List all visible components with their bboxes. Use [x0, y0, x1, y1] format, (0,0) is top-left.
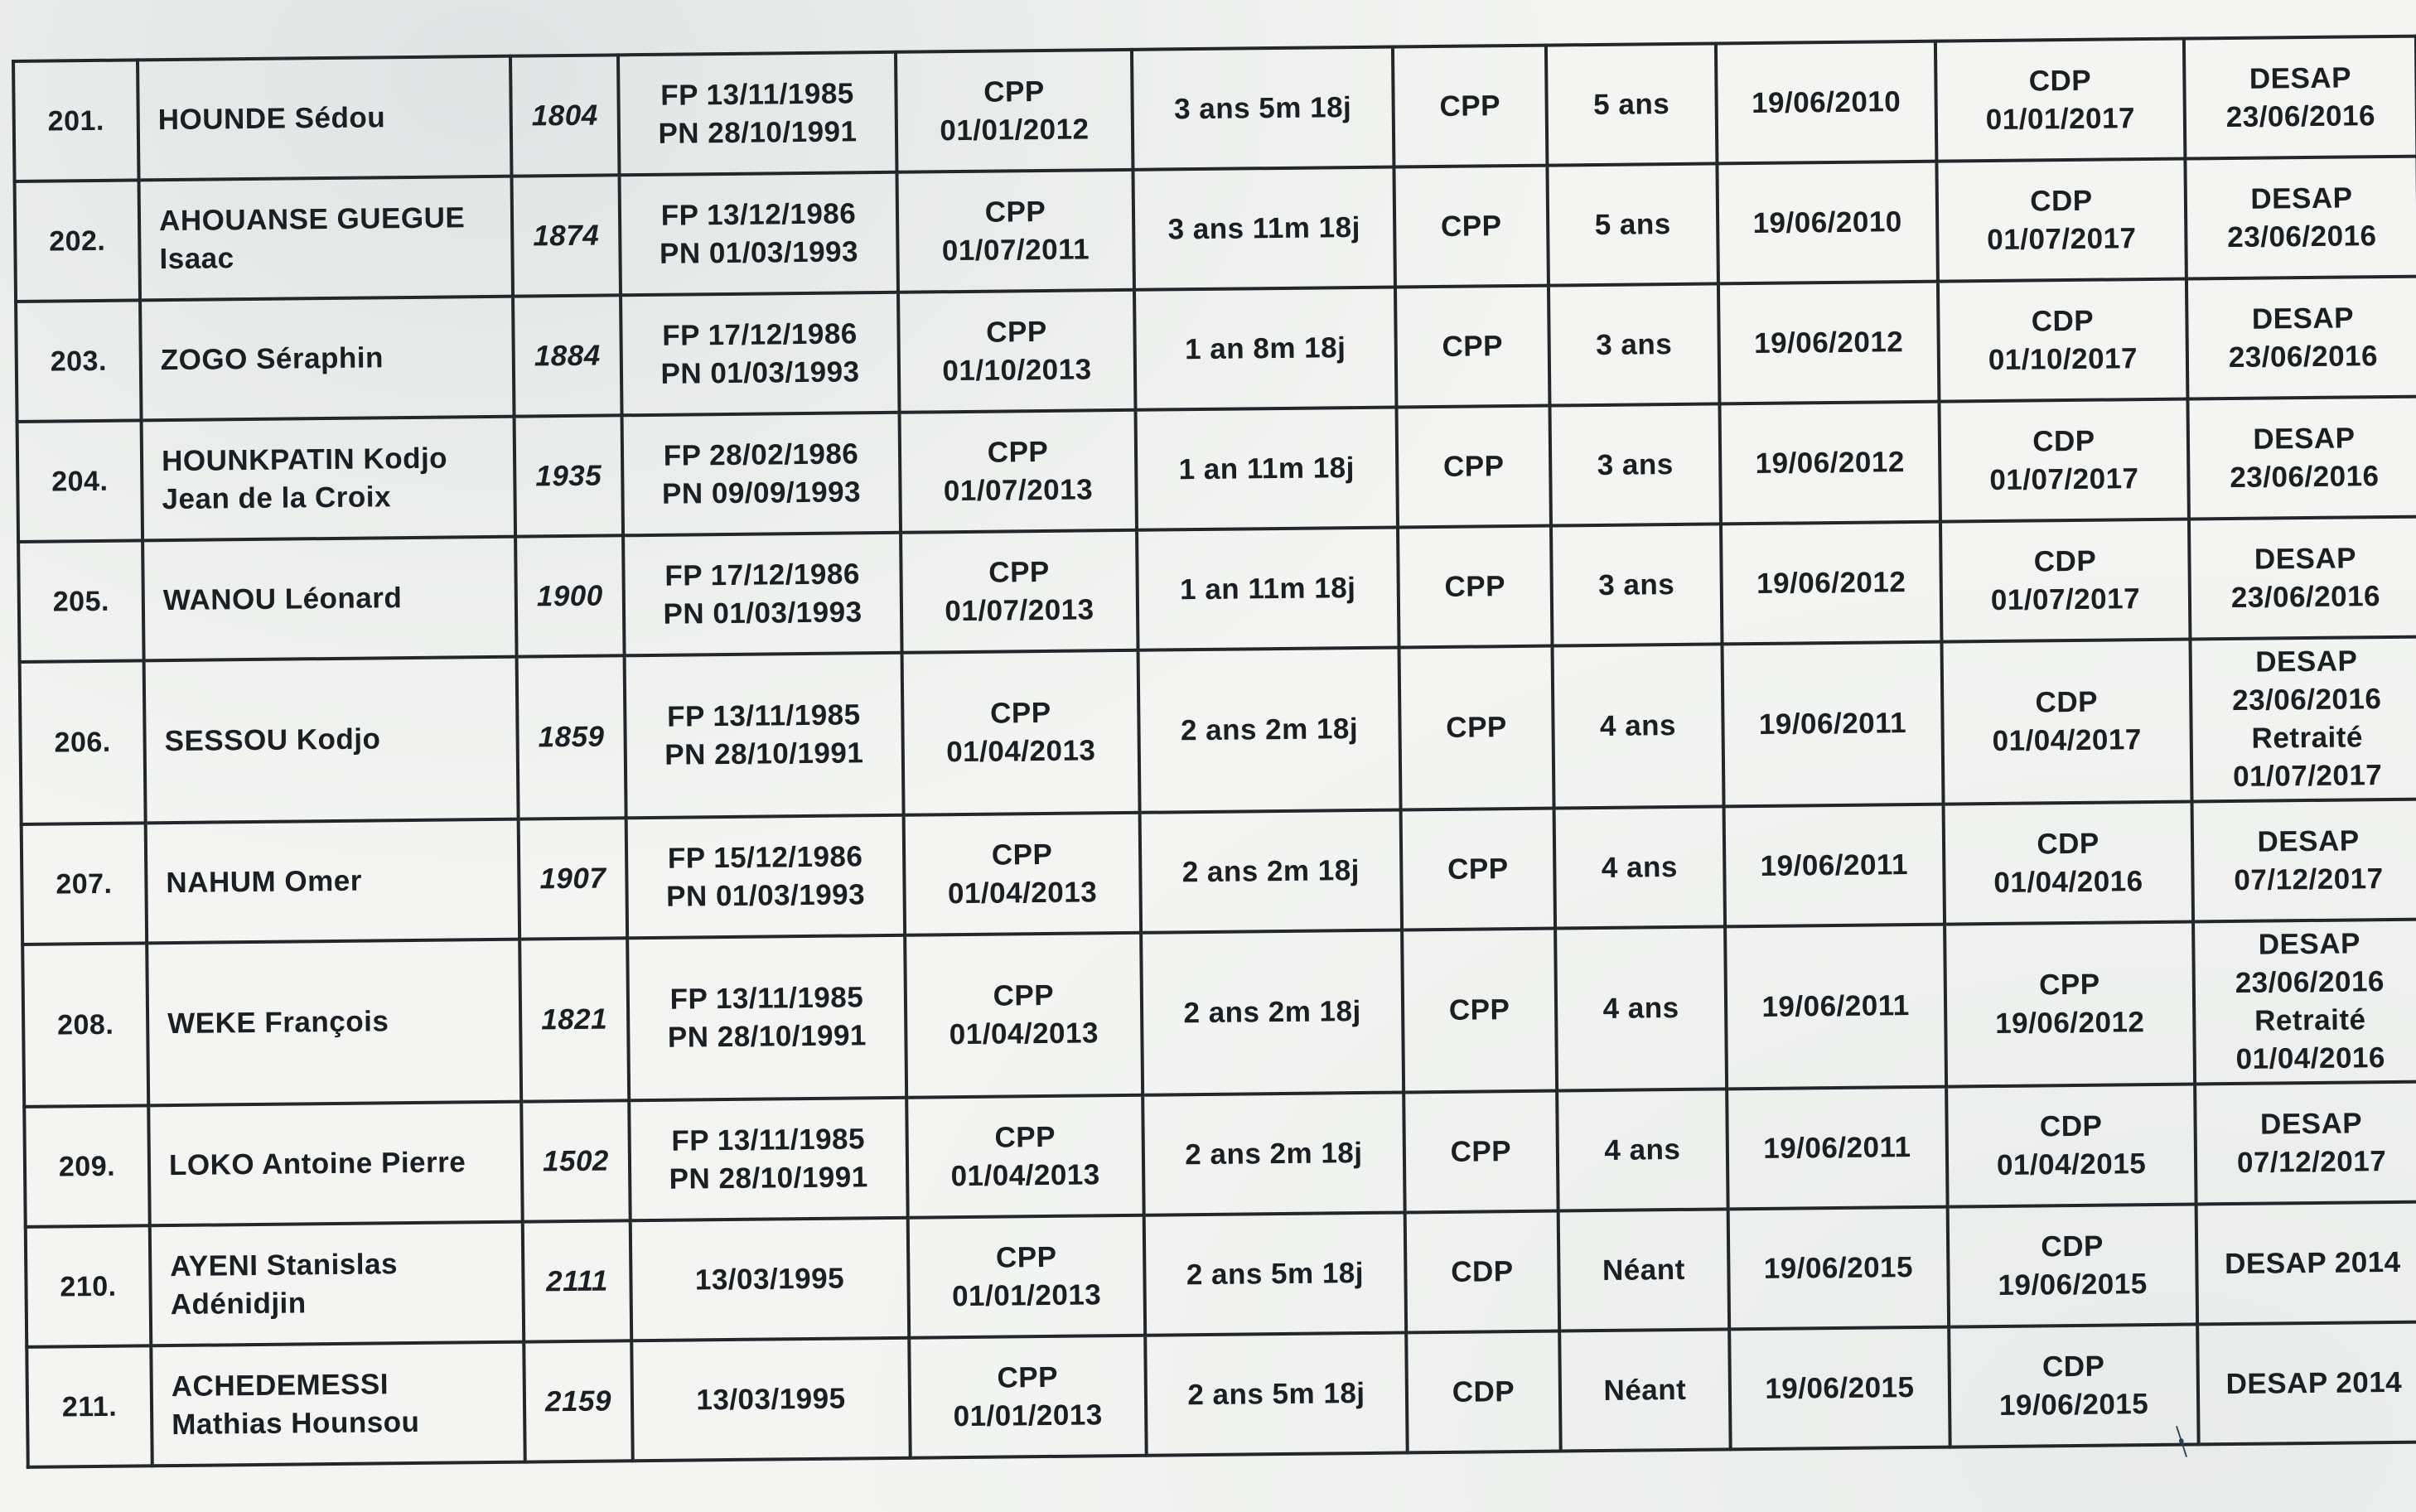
desap-cell-line: Retraité — [2251, 721, 2364, 755]
next-grade-cell — [1936, 159, 2186, 282]
name-cell — [140, 297, 514, 421]
desap-cell-line: 23/06/2016 — [2230, 579, 2381, 614]
entry-dates-cell-line: PN 01/03/1993 — [659, 234, 859, 270]
seniority-cell: 1 an 8m 18j — [1134, 287, 1397, 410]
desap-cell — [2190, 637, 2416, 802]
name-cell-line: LOKO Antoine Pierre — [168, 1145, 466, 1181]
code-cell: 1900 — [515, 535, 625, 656]
desap-cell-line: DESAP — [2255, 645, 2358, 679]
entry-dates-cell-line: 13/03/1995 — [696, 1382, 846, 1416]
date-cell: 19/06/2010 — [1716, 41, 1937, 164]
next-grade-cell-line: CDP — [2032, 424, 2095, 457]
seniority-cell: 3 ans 11m 18j — [1133, 167, 1395, 290]
name-cell-line: Adénidjin — [170, 1286, 307, 1321]
entry-dates-cell — [623, 533, 902, 656]
row-number-cell: 203. — [16, 300, 142, 422]
grade-cell-line: CPP — [986, 315, 1047, 349]
code-cell: 1884 — [513, 295, 622, 416]
code-cell: 1935 — [515, 415, 624, 536]
entry-dates-cell-line: FP 13/11/1985 — [666, 698, 861, 733]
row-number-cell: 206. — [20, 660, 146, 824]
name-cell-line: Jean de la Croix — [162, 480, 392, 515]
next-grade-cell-line: 01/10/2017 — [1988, 341, 2138, 376]
entry-dates-cell-line: PN 28/10/1991 — [658, 114, 858, 150]
desap-cell — [2184, 36, 2416, 159]
entry-dates-cell — [629, 1098, 908, 1221]
desap-cell — [2192, 799, 2416, 922]
entry-dates-cell — [626, 815, 906, 939]
desap-cell-line: 23/06/2016 — [2228, 339, 2379, 374]
entry-dates-cell-line: FP 13/12/1986 — [660, 196, 857, 232]
entry-dates-cell-line: PN 01/03/1993 — [660, 355, 860, 390]
row-number-cell: 209. — [24, 1105, 150, 1227]
signature-mark: ᚽ — [2164, 1418, 2199, 1466]
grade-cell — [900, 410, 1138, 533]
entry-dates-cell-line: PN 01/03/1993 — [665, 877, 866, 913]
date-cell: 19/06/2011 — [1724, 804, 1945, 927]
entry-dates-cell-line: PN 09/09/1993 — [661, 475, 862, 510]
row-number-cell: 202. — [15, 180, 141, 302]
table-row — [20, 637, 2416, 824]
name-cell — [148, 1102, 522, 1226]
duration-cell: 5 ans — [1547, 163, 1718, 285]
desap-cell — [2195, 1082, 2416, 1205]
category-cell: CPP — [1396, 406, 1551, 528]
grade-cell — [901, 530, 1138, 653]
name-cell-line: Mathias Hounsou — [172, 1405, 420, 1441]
desap-cell — [2197, 1322, 2416, 1445]
grade-cell — [906, 1095, 1144, 1218]
category-cell: CPP — [1404, 1091, 1558, 1213]
entry-dates-cell — [621, 292, 900, 416]
entry-dates-cell-line: PN 28/10/1991 — [664, 737, 864, 771]
name-cell — [151, 1342, 524, 1466]
name-cell — [146, 819, 519, 944]
grade-cell — [898, 290, 1136, 413]
duration-cell: 4 ans — [1555, 926, 1727, 1090]
next-grade-cell-line: CPP — [2038, 968, 2100, 1002]
date-cell: 19/06/2012 — [1719, 402, 1940, 524]
grade-cell-line: 01/04/2013 — [950, 1157, 1100, 1192]
next-grade-cell-line: 19/06/2015 — [1998, 1267, 2148, 1302]
name-cell-line: NAHUM Omer — [166, 864, 363, 899]
desap-cell-line: DESAP — [2259, 1106, 2363, 1141]
next-grade-cell-line: 01/07/2017 — [1987, 221, 2137, 256]
next-grade-cell-line: CDP — [2031, 304, 2095, 337]
category-cell: CPP — [1395, 286, 1550, 408]
grade-cell-line: 01/01/2012 — [940, 112, 1090, 147]
grade-cell-line: CPP — [995, 1240, 1057, 1274]
grade-cell-line: CPP — [987, 435, 1049, 469]
duration-cell: 4 ans — [1553, 644, 1724, 808]
entry-dates-cell — [631, 1338, 911, 1461]
next-grade-cell-line: 01/04/2016 — [1993, 864, 2143, 899]
entry-dates-cell-line: FP 17/12/1986 — [662, 316, 858, 352]
grade-cell-line: CPP — [991, 838, 1053, 872]
code-cell: 1907 — [519, 818, 628, 939]
row-number-cell: 207. — [22, 823, 147, 944]
category-cell: CDP — [1406, 1331, 1561, 1453]
next-grade-cell-line: CDP — [2035, 685, 2099, 719]
date-cell: 19/06/2011 — [1723, 642, 1944, 807]
desap-cell-line: 01/07/2017 — [2232, 759, 2383, 793]
grade-cell-line: CPP — [989, 696, 1051, 730]
next-grade-cell — [1948, 1204, 2198, 1326]
next-grade-cell — [1946, 1084, 2196, 1206]
next-grade-cell-line: 01/07/2017 — [1989, 461, 2139, 496]
row-number-cell: 201. — [13, 60, 139, 181]
grade-cell-line: 01/04/2013 — [947, 875, 1098, 910]
desap-cell-line: 07/12/2017 — [2236, 1144, 2387, 1179]
duration-cell: 3 ans — [1551, 524, 1723, 645]
desap-cell-line: 23/06/2016 — [2227, 219, 2377, 254]
desap-cell-line: DESAP — [2258, 927, 2361, 961]
seniority-cell: 2 ans 2m 18j — [1143, 1092, 1405, 1215]
desap-cell-line: DESAP — [2250, 181, 2353, 215]
desap-cell-line: 23/06/2016 — [2225, 99, 2376, 133]
duration-cell: 3 ans — [1549, 283, 1720, 405]
duration-cell: 3 ans — [1549, 403, 1721, 525]
desap-cell-line: DESAP — [2257, 824, 2360, 858]
next-grade-cell-line: CDP — [2042, 1350, 2105, 1383]
category-cell: CPP — [1401, 809, 1556, 930]
name-cell-line: WEKE François — [167, 1005, 389, 1041]
grade-cell-line: 01/04/2013 — [949, 1017, 1099, 1051]
entry-dates-cell-line: PN 28/10/1991 — [669, 1160, 868, 1196]
next-grade-cell — [1945, 921, 2195, 1086]
seniority-cell: 1 an 11m 18j — [1137, 528, 1399, 650]
next-grade-cell — [1949, 1324, 2199, 1447]
grade-cell — [905, 933, 1143, 1098]
next-grade-cell — [1941, 640, 2191, 804]
code-cell: 2111 — [523, 1220, 632, 1341]
desap-cell — [2185, 157, 2416, 279]
category-cell: CPP — [1398, 526, 1553, 648]
entry-dates-cell-line: PN 01/03/1993 — [663, 595, 863, 630]
row-number-cell: 210. — [26, 1225, 152, 1347]
grade-cell — [902, 650, 1140, 815]
desap-cell-line: Retraité — [2254, 1003, 2366, 1037]
name-cell — [138, 56, 511, 181]
grade-cell-line: 01/01/2013 — [953, 1398, 1103, 1432]
next-grade-cell — [1944, 801, 2194, 924]
row-number-cell: 205. — [18, 540, 144, 662]
date-cell: 19/06/2012 — [1721, 522, 1942, 645]
desap-cell-line: DESAP — [2253, 421, 2356, 456]
date-cell: 19/06/2011 — [1725, 925, 1946, 1089]
name-cell — [139, 176, 513, 301]
next-grade-cell — [1939, 399, 2189, 522]
grade-cell-line: 01/07/2011 — [941, 232, 1090, 267]
name-cell — [147, 940, 521, 1106]
next-grade-cell-line: CDP — [2028, 64, 2092, 98]
name-cell-line: ACHEDEMESSI — [171, 1367, 389, 1403]
category-cell: CPP — [1394, 166, 1549, 287]
grade-cell-line: 01/07/2013 — [943, 472, 1094, 507]
next-grade-cell-line: CDP — [2033, 544, 2097, 577]
entry-dates-cell — [631, 1218, 910, 1341]
code-cell: 1859 — [517, 655, 626, 819]
name-cell — [150, 1222, 524, 1346]
name-cell-line: HOUNKPATIN Kodjo — [161, 442, 448, 477]
desap-cell-line: 23/06/2016 — [2231, 683, 2382, 717]
entry-dates-cell — [625, 653, 904, 818]
personnel-table-wrapper — [12, 35, 2416, 1469]
desap-cell-line: DESAP 2014 — [2225, 1365, 2403, 1400]
grade-cell-line: 01/07/2013 — [945, 592, 1094, 627]
desap-cell-line: 01/04/2016 — [2235, 1041, 2386, 1075]
entry-dates-cell-line: FP 15/12/1986 — [667, 839, 863, 875]
next-grade-cell-line: 19/06/2012 — [1995, 1006, 2145, 1040]
desap-cell-line: 07/12/2017 — [2234, 862, 2384, 896]
entry-dates-cell-line: PN 28/10/1991 — [667, 1019, 867, 1054]
name-cell-line: AHOUANSE GUEGUE — [158, 200, 466, 237]
name-cell-line: SESSOU Kodjo — [164, 722, 381, 758]
desap-cell-line: DESAP 2014 — [2224, 1245, 2401, 1280]
name-cell — [142, 417, 515, 541]
entry-dates-cell-line: FP 17/12/1986 — [664, 557, 861, 592]
code-cell: 1821 — [519, 938, 629, 1101]
date-cell: 19/06/2015 — [1729, 1327, 1950, 1450]
next-grade-cell-line: CDP — [2041, 1229, 2104, 1263]
grade-cell — [896, 170, 1134, 292]
name-cell-line: Isaac — [159, 241, 234, 275]
seniority-cell: 1 an 11m 18j — [1136, 408, 1399, 530]
grade-cell-line: CPP — [994, 1120, 1056, 1154]
grade-cell-line: CPP — [983, 75, 1045, 109]
grade-cell — [908, 1215, 1146, 1338]
name-cell-line: WANOU Léonard — [162, 581, 403, 616]
desap-cell — [2193, 920, 2416, 1084]
name-cell-line: AYENI Stanislas — [170, 1247, 399, 1283]
desap-cell-line: 23/06/2016 — [2235, 965, 2385, 999]
category-cell: CDP — [1405, 1211, 1560, 1333]
desap-cell-line: 23/06/2016 — [2230, 459, 2380, 494]
grade-cell-line: CPP — [984, 195, 1046, 229]
code-cell: 2159 — [524, 1341, 633, 1461]
name-cell — [143, 537, 516, 661]
seniority-cell: 2 ans 2m 18j — [1141, 930, 1404, 1094]
code-cell: 1874 — [512, 175, 621, 296]
entry-dates-cell — [627, 935, 906, 1100]
desap-cell — [2189, 517, 2416, 640]
entry-dates-cell-line: FP 13/11/1985 — [669, 981, 864, 1016]
desap-cell — [2186, 277, 2416, 399]
code-cell: 1502 — [521, 1100, 631, 1221]
desap-cell — [2187, 397, 2416, 519]
row-number-cell: 208. — [22, 943, 148, 1107]
grade-cell — [896, 50, 1133, 172]
next-grade-cell-line: CDP — [2039, 1109, 2103, 1142]
next-grade-cell-line: 01/04/2017 — [1992, 723, 2143, 758]
grade-cell-line: 01/01/2013 — [951, 1278, 1102, 1312]
entry-dates-cell-line: FP 13/11/1985 — [660, 76, 854, 112]
row-number-cell: 204. — [17, 420, 143, 542]
row-number-cell: 211. — [27, 1345, 152, 1467]
duration-cell: Néant — [1559, 1329, 1731, 1451]
duration-cell: Néant — [1558, 1209, 1730, 1331]
name-cell-line: ZOGO Séraphin — [160, 341, 384, 376]
grade-cell-line: 01/04/2013 — [946, 734, 1096, 769]
name-cell — [144, 657, 519, 824]
duration-cell: 4 ans — [1557, 1089, 1728, 1210]
next-grade-cell — [1938, 279, 2188, 402]
date-cell: 19/06/2011 — [1727, 1087, 1948, 1210]
grade-cell — [904, 813, 1142, 935]
category-cell: CPP — [1399, 646, 1554, 810]
desap-cell-line: DESAP — [2254, 541, 2357, 576]
seniority-cell: 2 ans 5m 18j — [1144, 1212, 1407, 1335]
seniority-cell: 2 ans 2m 18j — [1140, 809, 1403, 932]
desap-cell-line: DESAP — [2251, 301, 2355, 336]
next-grade-cell — [1940, 519, 2191, 642]
table-row — [22, 920, 2416, 1107]
grade-cell — [909, 1336, 1147, 1458]
seniority-cell: 2 ans 5m 18j — [1145, 1332, 1408, 1455]
code-cell: 1804 — [510, 55, 620, 176]
entry-dates-cell-line: FP 28/02/1986 — [663, 437, 859, 472]
seniority-cell: 2 ans 2m 18j — [1138, 648, 1401, 813]
seniority-cell: 3 ans 5m 18j — [1132, 47, 1394, 170]
next-grade-cell-line: CDP — [2030, 184, 2093, 217]
date-cell: 19/06/2010 — [1717, 162, 1938, 284]
desap-cell-line: DESAP — [2249, 60, 2352, 95]
entry-dates-cell — [618, 52, 897, 176]
next-grade-cell-line: CDP — [2037, 827, 2100, 860]
date-cell: 19/06/2015 — [1728, 1207, 1950, 1330]
grade-cell-line: CPP — [988, 555, 1050, 589]
grade-cell-line: CPP — [997, 1360, 1059, 1394]
category-cell: CPP — [1402, 929, 1557, 1093]
table-body — [13, 36, 2416, 1467]
next-grade-cell — [1935, 39, 2186, 162]
next-grade-cell-line: 01/07/2017 — [1990, 582, 2141, 616]
next-grade-cell-line: 01/04/2015 — [1996, 1147, 2147, 1181]
personnel-table — [12, 35, 2416, 1469]
entry-dates-cell-line: FP 13/11/1985 — [671, 1122, 866, 1157]
next-grade-cell-line: 19/06/2015 — [1998, 1387, 2149, 1422]
desap-cell — [2196, 1202, 2416, 1325]
name-cell-line: HOUNDE Sédou — [157, 100, 386, 136]
entry-dates-cell-line: 13/03/1995 — [694, 1262, 845, 1296]
date-cell: 19/06/2012 — [1718, 282, 1940, 404]
duration-cell: 4 ans — [1554, 806, 1726, 928]
table-row — [27, 1322, 2416, 1467]
grade-cell-line: 01/10/2013 — [942, 352, 1092, 387]
entry-dates-cell — [622, 413, 901, 536]
duration-cell: 5 ans — [1546, 43, 1718, 165]
grade-cell-line: CPP — [993, 978, 1055, 1012]
next-grade-cell-line: 01/01/2017 — [1985, 101, 2136, 136]
category-cell: CPP — [1393, 46, 1548, 167]
entry-dates-cell — [619, 172, 898, 296]
